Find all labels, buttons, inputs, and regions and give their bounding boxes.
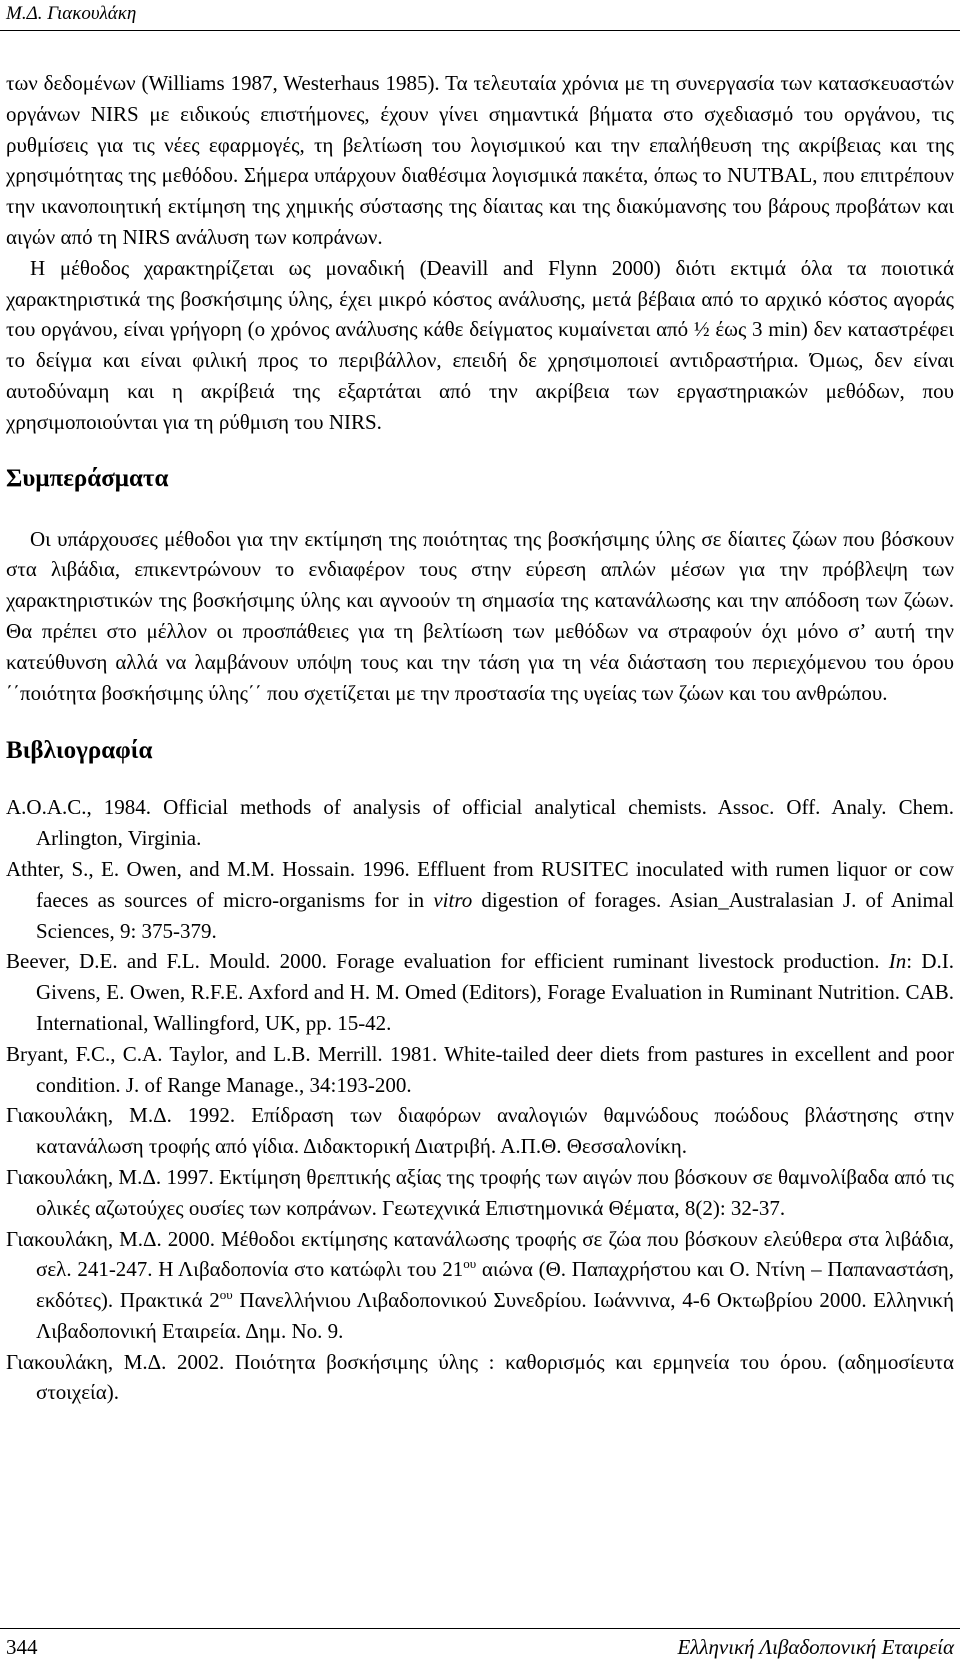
header-rule — [0, 30, 960, 31]
body-paragraph-2: Η μέθοδος χαρακτηρίζεται ως μοναδική (Deavill and Flynn 2000) διότι εκτιμά όλα τα ποιοτικά χαρακτηριστικά της βοσκήσιμης ύλης, έχει μικρό κόστος ανάλυσης, μετά βέβαια από το αρχικό κόστος αγοράς του οργάνου, είναι γρήγορη (ο χρόνος ανάλυσης κάθε δείγματος κυμαίνεται από ½ έως 3 min) δεν καταστρέφει το δείγμα και είναι φιλική προς το περιβάλλον, επειδή δε χρησιμοποιεί αντιδραστήρια. Όμως, δεν είναι αυτοδύναμη και η ακρίβειά της εξαρτάται από την ακρίβεια των εργαστηριακών μεθόδων, που χρησιμοποιούνται για τη ρύθμιση του NIRS. — [6, 255, 954, 434]
reference-item — [6, 854, 954, 946]
reference-text: Γιακουλάκη, Μ.Δ. 2000. Μέθοδοι εκτίμησης κατανάλωσης τροφής σε ζώα που βόσκουν ελεύθερα στα λιβάδια, σελ. 241-247. Η Λιβαδοπονία στο κατώφλι του 21 — [6, 1226, 954, 1282]
reference-list — [6, 792, 954, 1408]
reference-item: Γιακουλάκη, Μ.Δ. 2002. Ποιότητα βοσκήσιμης ύλης : καθορισμός και ερμηνεία του όρου. (αδημοσίευτα στοιχεία). — [6, 1349, 954, 1405]
reference-italic: In — [888, 949, 907, 974]
reference-text: Athter, S., E. Owen, and M.M. Hossain. 1996. Effluent from RUSITEC inoculated with rumen liquor or cow faeces as sources of micro-organisms for in — [6, 856, 954, 912]
superscript: ου — [219, 1287, 233, 1303]
reference-item: Γιακουλάκη, Μ.Δ. 1992. Επίδραση των διαφόρων αναλογιών θαμνώδους ποώδους βλάστησης στην κατανάλωση τροφής από γίδια. Διδακτορική Διατριβή. Α.Π.Θ. Θεσσαλονίκη. — [6, 1103, 954, 1159]
reference-item: A.O.A.C., 1984. Official methods of analysis of official analytical chemists. Assoc. Off. Analy. Chem. Arlington, Virginia. — [6, 795, 954, 851]
body-paragraph-1: των δεδομένων (Williams 1987, Westerhaus 1985). Τα τελευταία χρόνια με τη συνεργασία των κατασκευαστών οργάνων NIRS με ειδικούς επιστήμονες, έχουν γίνει σημαντικά βήματα στο σχεδιασμό του οργάνου, τις ρυθμίσεις για τις νέες εφαρμογές, τη βελτίωση του λογισμικού και την επαλήθευση της ακρίβειας και της χρησιμότητας της μεθόδου. Σήμερα υπάρχουν διαθέσιμα λογισμικά πακέτα, όπως το NUTBAL, που επιτρέπουν την ικανοποιητική εκτίμηση της χημικής σύστασης της δίαιτας και της διακύμανσης του βάρους προβάτων και αιγών από τη NIRS ανάλυση των κοπράνων. — [6, 71, 954, 249]
footer-rule — [0, 1628, 960, 1629]
reference-item — [6, 946, 954, 1038]
reference-text: digestion of forages. Asian_Australasian J. of Animal Sciences, 9: 375-379. — [36, 887, 954, 943]
reference-item: Γιακουλάκη, Μ.Δ. 1997. Εκτίμηση θρεπτικής αξίας της τροφής των αιγών που βόσκουν σε θαμνολίβαδα από τις ολικές αζωτούχες ουσίες των κοπράνων. Γεωτεχνικά Επιστημονικά Θέματα, 8(2): 32-37. — [6, 1164, 954, 1220]
bibliography-heading: Βιβλιογραφία — [6, 737, 153, 765]
superscript: ου — [463, 1256, 477, 1272]
page-content — [6, 68, 954, 1408]
reference-italic: vitro — [433, 887, 473, 912]
reference-text: : D.I. Givens, E. Owen, R.F.E. Axford and H. M. Omed (Editors), Forage Evaluation in Ruminant Nutrition. CAB. International, Wallingford, UK, pp. 15-42. — [36, 949, 954, 1035]
running-header: Μ.Δ. Γιακουλάκη — [6, 3, 137, 24]
reference-text: αιώνα (Θ. Παπαχρήστου και Ο. Ντίνη – Παπαναστάση, εκδότες). Πρακτικά 2 — [36, 1257, 955, 1313]
page-number: 344 — [6, 1635, 38, 1659]
reference-item: Bryant, F.C., C.A. Taylor, and L.B. Merrill. 1981. White-tailed deer diets from pastures in excellent and poor condition. J. of Range Manage., 34:193-200. — [6, 1041, 954, 1097]
conclusions-paragraph: Οι υπάρχουσες μέθοδοι για την εκτίμηση της ποιότητας της βοσκήσιμης ύλης σε δίαιτες ζώων που βόσκουν στα λιβάδια, επικεντρώνουν το ενδιαφέρον τους στην εύρεση απλών μέσων για την πρόβλεψη των χαρακτηριστικών της βοσκήσιμης ύλης και αγνοούν τη σημασία της κατανάλωσης και την απόδοση των ζώων. Θα πρέπει στο μέλλον οι προσπάθειες για τη βελτίωση των μεθόδων να στραφούν όχι μόνο σ’ αυτή την κατεύθυνση αλλά να λαμβάνουν υπόψη τους και την τάση για τη νέα διάσταση του περιεχόμενου του όρου ΄΄ποιότητα βοσκήσιμης ύλης΄΄ που σχετίζεται με την προστασία της υγείας των ζώων και του ανθρώπου. — [6, 526, 954, 705]
reference-text: Πανελλήνιου Λιβαδοπονικού Συνεδρίου. Ιωάννινα, 4-6 Οκτωβρίου 2000. Ελληνική Λιβαδοπονική Εταιρεία. Δημ. No. 9. — [36, 1288, 954, 1343]
reference-item — [6, 1224, 954, 1347]
conclusions-heading: Συμπεράσματα — [6, 464, 169, 492]
footer-society: Ελληνική Λιβαδοπονική Εταιρεία — [677, 1635, 954, 1659]
reference-text: Beever, D.E. and F.L. Mould. 2000. Forage evaluation for efficient ruminant livestock production. — [6, 949, 889, 974]
